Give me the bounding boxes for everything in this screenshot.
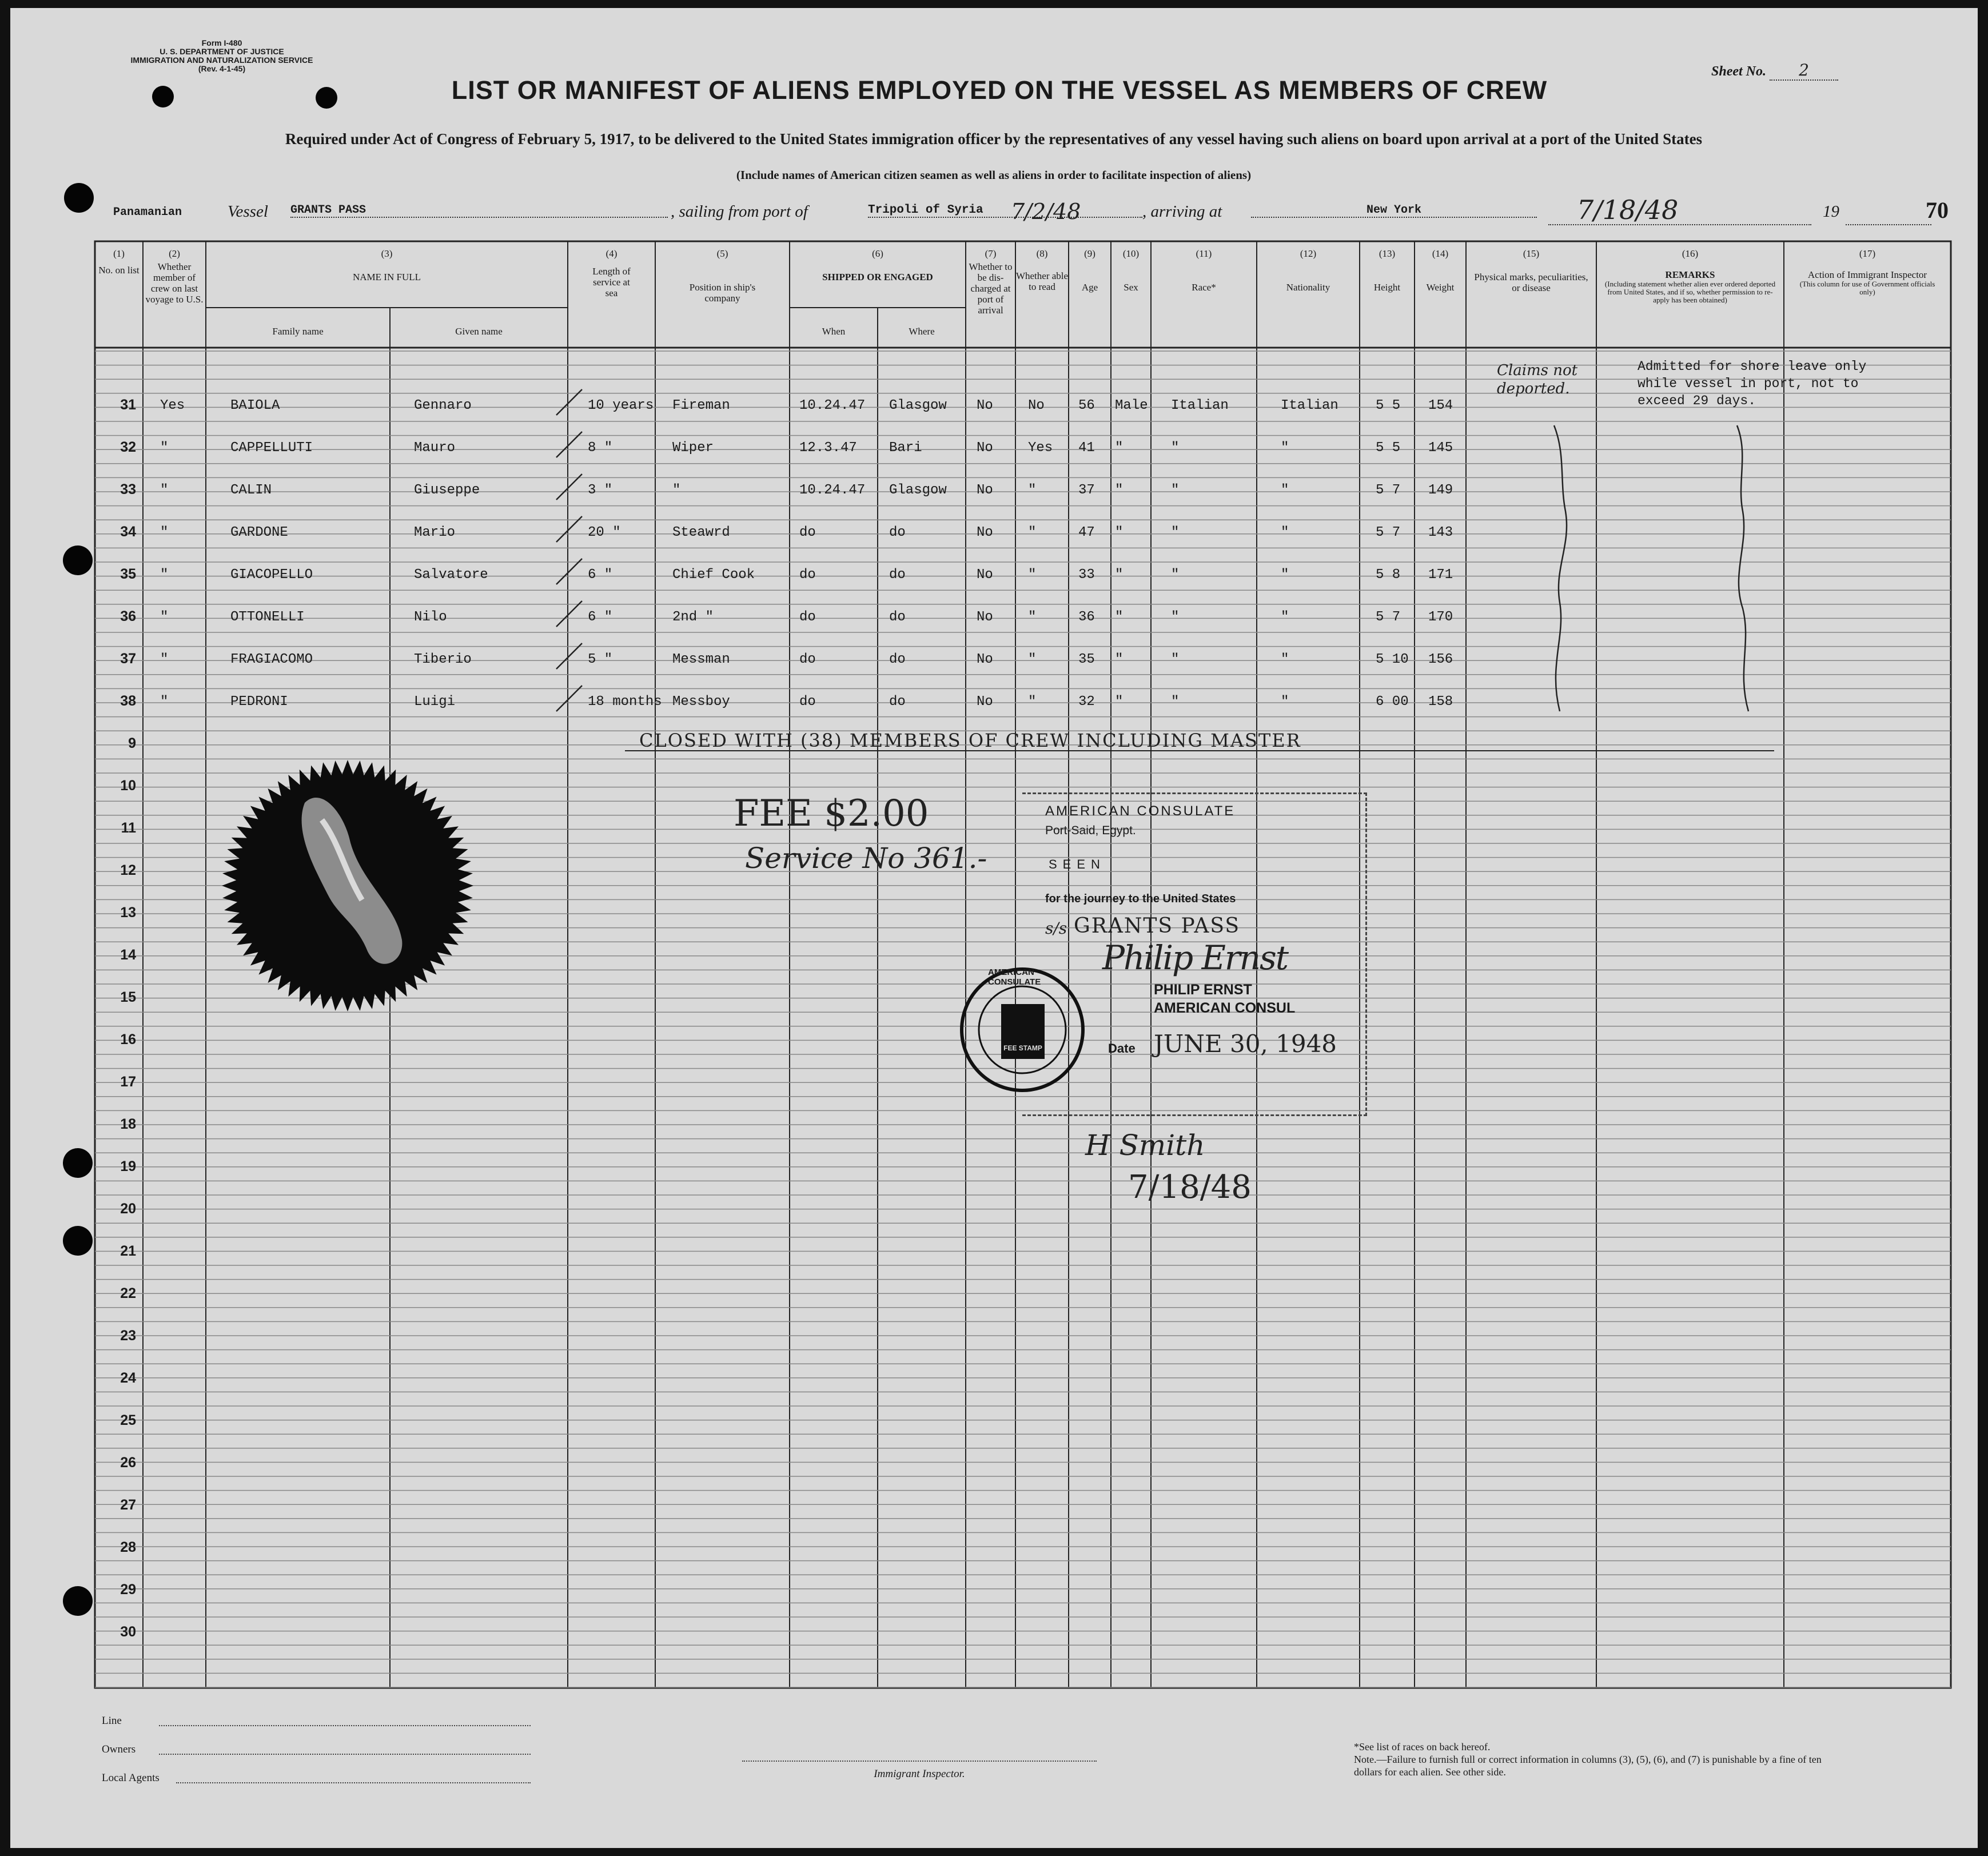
- revision: (Rev. 4-1-45): [198, 64, 246, 73]
- ss-label: s/s: [1045, 919, 1067, 938]
- cell-family-name: FRAGIACOMO: [230, 652, 313, 667]
- cell-able-to-read: ": [1028, 694, 1037, 710]
- line-number: 31: [120, 397, 136, 413]
- line-number: 11: [121, 820, 136, 836]
- col-label: Weight: [1426, 282, 1455, 293]
- inspector-note: (This column for use of Government officials only): [1799, 280, 1935, 296]
- penalty-note: Note.—Failure to furnish full or correct information in columns (3), (5), (6), and (7) is punishable by a fine of ten dollars for each alien. See other side.: [1354, 1754, 1822, 1778]
- cell-race: ": [1171, 610, 1180, 625]
- cell-service-length: 6 ": [588, 567, 613, 583]
- col-number: (7): [985, 248, 997, 259]
- cell-discharged: No: [977, 610, 993, 625]
- check-mark: [553, 429, 588, 463]
- consul-name: PHILIP ERNST: [1154, 982, 1252, 998]
- cell-position: Steawrd: [672, 525, 730, 540]
- cell-given-name: Giuseppe: [414, 483, 480, 498]
- cell-shipped-where: Bari: [889, 440, 922, 456]
- cell-last-voyage: ": [160, 694, 169, 710]
- col-label: Race*: [1192, 282, 1216, 293]
- col-number: (17): [1859, 248, 1876, 259]
- check-mark: [553, 471, 588, 505]
- col-number: (10): [1122, 248, 1140, 259]
- line-number: 33: [120, 481, 136, 497]
- page-subtitle-note: (Include names of American citizen seamen as well as aliens in order to facilitate inspection of aliens): [736, 168, 1252, 182]
- cell-nationality: ": [1281, 567, 1289, 583]
- cell-sex: ": [1115, 567, 1124, 583]
- line-number: 12: [120, 862, 136, 878]
- cell-height: 5 7: [1376, 610, 1401, 625]
- cell-service-length: 8 ": [588, 440, 613, 456]
- col-label: SHIPPED OR ENGAGED: [822, 272, 933, 282]
- cell-weight: 170: [1428, 610, 1453, 625]
- cell-able-to-read: ": [1028, 652, 1037, 667]
- check-mark: [553, 640, 588, 675]
- col-header-5: [655, 248, 790, 304]
- line-number: 23: [120, 1328, 136, 1344]
- cell-sex: Male: [1115, 398, 1148, 413]
- closed-statement: CLOSED WITH (38) MEMBERS OF CREW INCLUDING MASTER: [639, 730, 1301, 751]
- col-number: (4): [605, 248, 617, 259]
- line-number: 35: [120, 566, 136, 582]
- owners-input: [159, 1754, 531, 1755]
- cell-nationality: ": [1281, 483, 1289, 498]
- col-number: (1): [113, 248, 125, 259]
- cell-height: 5 5: [1376, 440, 1401, 456]
- cell-race: ": [1171, 567, 1180, 583]
- line-number: 37: [120, 651, 136, 667]
- cell-last-voyage: ": [160, 567, 169, 583]
- cell-race: ": [1171, 694, 1180, 710]
- cell-position: Fireman: [672, 398, 730, 413]
- cell-discharged: No: [977, 398, 993, 413]
- cell-height: 5 8: [1376, 567, 1401, 583]
- cell-able-to-read: ": [1028, 567, 1037, 583]
- cell-race: Italian: [1171, 398, 1229, 413]
- col-number: (11): [1196, 248, 1212, 259]
- notary-seal: [208, 751, 488, 1020]
- year-prefix: 19: [1823, 202, 1839, 221]
- line-number: 14: [120, 947, 136, 963]
- cell-discharged: No: [977, 652, 993, 667]
- cell-shipped-when: 10.24.47: [799, 398, 866, 413]
- cell-shipped-where: do: [889, 694, 906, 710]
- service-name: IMMIGRATION AND NATURALIZATION SERVICE: [130, 55, 313, 65]
- cell-weight: 171: [1428, 567, 1453, 583]
- check-mark: [553, 556, 588, 590]
- cell-last-voyage: ": [160, 652, 169, 667]
- arrive-date: 7/18/48: [1577, 194, 1679, 225]
- cell-age: 56: [1078, 398, 1095, 413]
- cell-position: 2nd ": [672, 610, 714, 625]
- inspector-date: 7/18/48: [1128, 1169, 1252, 1206]
- line-number: 10: [120, 778, 136, 794]
- col-header-15: [1466, 248, 1596, 293]
- arriving-label: , arriving at: [1142, 202, 1222, 221]
- cell-age: 41: [1078, 440, 1095, 456]
- col-header-14: [1415, 248, 1466, 293]
- cell-able-to-read: No: [1028, 398, 1045, 413]
- cell-nationality: ": [1281, 440, 1289, 456]
- cell-age: 37: [1078, 483, 1095, 498]
- cell-family-name: BAIOLA: [230, 398, 280, 413]
- check-mark: [553, 598, 588, 632]
- cell-able-to-read: ": [1028, 483, 1037, 498]
- col-header-4: [568, 248, 655, 298]
- col-header-13: [1360, 248, 1415, 293]
- line-number: 26: [120, 1455, 136, 1471]
- date-label: Date: [1108, 1041, 1136, 1056]
- cell-sex: ": [1115, 610, 1124, 625]
- cell-weight: 143: [1428, 525, 1453, 540]
- col-label: Whether member of crew on last voyage to U.S.: [145, 261, 204, 305]
- consul-date: JUNE 30, 1948: [1154, 1030, 1337, 1058]
- cell-height: 5 10: [1376, 652, 1409, 667]
- col-label: NAME IN FULL: [353, 272, 421, 282]
- line-number: 34: [120, 524, 136, 540]
- ship-name: GRANTS PASS: [1074, 914, 1241, 938]
- closing-underline: [625, 750, 1774, 751]
- line-number: 22: [120, 1285, 136, 1301]
- flag: Panamanian: [113, 206, 182, 219]
- cell-last-voyage: ": [160, 440, 169, 456]
- line-number: 29: [120, 1582, 136, 1598]
- stamp-ring-text: AMERICAN CONSULATE: [988, 967, 1041, 987]
- owners-label: Owners: [102, 1743, 136, 1755]
- cell-last-voyage: Yes: [160, 398, 185, 413]
- cell-height: 6 00: [1376, 694, 1409, 710]
- fee-amount: FEE $2.00: [734, 792, 929, 835]
- inspector-sign-line: [742, 1761, 1097, 1762]
- inspector-sign-label: Immigrant Inspector.: [874, 1768, 965, 1780]
- cell-weight: 158: [1428, 694, 1453, 710]
- col-header-7: [966, 248, 1015, 316]
- line-number: 25: [120, 1412, 136, 1428]
- physical-note: Claims not deported.: [1497, 362, 1578, 397]
- footer-fields: [102, 1715, 536, 1801]
- line-input: [159, 1725, 531, 1726]
- cell-given-name: Salvatore: [414, 567, 488, 583]
- cell-sex: ": [1115, 525, 1124, 540]
- cell-age: 36: [1078, 610, 1095, 625]
- cell-age: 47: [1078, 525, 1095, 540]
- footer-notes: [1354, 1741, 1834, 1778]
- cell-height: 5 7: [1376, 483, 1401, 498]
- department: U. S. DEPARTMENT OF JUSTICE: [160, 47, 284, 56]
- check-mark: [553, 387, 588, 421]
- col-number: (15): [1523, 248, 1540, 259]
- remarks-text: Admitted for shore leave only while vessel in port, not to exceed 29 days.: [1638, 359, 1867, 408]
- cell-last-voyage: ": [160, 525, 169, 540]
- cell-able-to-read: Yes: [1028, 440, 1053, 456]
- cell-service-length: 18 months: [588, 694, 662, 710]
- cell-shipped-when: do: [799, 610, 816, 625]
- cell-able-to-read: ": [1028, 610, 1037, 625]
- cell-last-voyage: ": [160, 483, 169, 498]
- col-number: (2): [169, 248, 180, 259]
- cell-shipped-when: 12.3.47: [799, 440, 857, 456]
- service-number: Service No 361.-: [745, 842, 987, 875]
- cell-discharged: No: [977, 694, 993, 710]
- cell-family-name: GARDONE: [230, 525, 288, 540]
- col-label: Length of service at sea: [592, 266, 631, 298]
- subheader-where: Where: [909, 326, 935, 337]
- line-number: 13: [120, 905, 136, 921]
- consul-title: AMERICAN CONSUL: [1154, 1000, 1296, 1016]
- seen-label: SEEN: [1049, 857, 1106, 871]
- col-number: (9): [1084, 248, 1095, 259]
- col-label: Whether able to read: [1015, 270, 1069, 292]
- col-header-2: [143, 248, 206, 305]
- cell-service-length: 5 ": [588, 652, 613, 667]
- cell-age: 32: [1078, 694, 1095, 710]
- col-label: Action of Immigrant Inspector: [1807, 269, 1927, 280]
- cell-shipped-when: do: [799, 652, 816, 667]
- sheet-value: 2: [1770, 61, 1838, 81]
- line-number: 21: [120, 1243, 136, 1259]
- col-header-12: [1257, 248, 1360, 293]
- line-number: 24: [120, 1370, 136, 1386]
- line-number: 20: [120, 1201, 136, 1217]
- page-title: LIST OR MANIFEST OF ALIENS EMPLOYED ON THE VESSEL AS MEMBERS OF CREW: [451, 75, 1548, 105]
- cell-nationality: ": [1281, 610, 1289, 625]
- cell-service-length: 10 years: [588, 398, 654, 413]
- cell-able-to-read: ": [1028, 525, 1037, 540]
- check-mark: [553, 683, 588, 717]
- consul-signature: Philip Ernst: [1102, 938, 1288, 977]
- cell-nationality: ": [1281, 652, 1289, 667]
- col-header-6: [790, 248, 966, 282]
- cell-shipped-when: do: [799, 567, 816, 583]
- cell-family-name: PEDRONI: [230, 694, 288, 710]
- inspector-initial: H Smith: [1085, 1129, 1205, 1162]
- col-header-11: [1151, 248, 1257, 293]
- sailing-label: , sailing from port of: [671, 202, 808, 221]
- vessel-label: Vessel: [228, 202, 268, 221]
- arriving-port: New York: [1251, 204, 1537, 218]
- line-number: 30: [120, 1624, 136, 1640]
- cell-sex: ": [1115, 652, 1124, 667]
- cell-given-name: Mario: [414, 525, 456, 540]
- line-number: 19: [120, 1158, 136, 1174]
- cell-race: ": [1171, 483, 1180, 498]
- cell-discharged: No: [977, 440, 993, 456]
- agents-label: Local Agents: [102, 1772, 160, 1784]
- col-header-3: [206, 248, 568, 282]
- cell-given-name: Luigi: [414, 694, 456, 710]
- subheader-given: Given name: [455, 326, 503, 337]
- col-label: Position in ship's company: [689, 282, 756, 304]
- form-number: Form I-480: [201, 38, 242, 47]
- line-number: 27: [120, 1497, 136, 1513]
- cell-discharged: No: [977, 525, 993, 540]
- cell-family-name: OTTONELLI: [230, 610, 305, 625]
- col-number: (6): [872, 248, 883, 259]
- col-number: (8): [1036, 248, 1048, 259]
- cell-shipped-where: Glasgow: [889, 398, 947, 413]
- cell-sex: ": [1115, 694, 1124, 710]
- cell-nationality: Italian: [1281, 398, 1338, 413]
- page-subtitle: Required under Act of Congress of February 5, 1917, to be delivered to the United States immigration officer by the representatives of any vessel having such aliens on board upon arrival at a port of the United States: [285, 130, 1703, 148]
- cell-shipped-when: do: [799, 694, 816, 710]
- col-number: (5): [716, 248, 728, 259]
- cell-nationality: ": [1281, 525, 1289, 540]
- col-header-9: [1069, 248, 1111, 293]
- footer-agents-field: [102, 1772, 536, 1801]
- fee-stamp: [957, 964, 1088, 1096]
- col-number: (16): [1682, 248, 1699, 259]
- ditto-wave-physical: [1543, 420, 1577, 717]
- cell-sex: ": [1115, 483, 1124, 498]
- col-header-1: [95, 248, 143, 276]
- col-number: (12): [1300, 248, 1317, 259]
- sail-date: 7/2/48: [1011, 199, 1081, 224]
- cell-given-name: Nilo: [414, 610, 447, 625]
- line-number: 18: [120, 1116, 136, 1132]
- cell-race: ": [1171, 440, 1180, 456]
- cell-weight: 145: [1428, 440, 1453, 456]
- col-label: Age: [1081, 282, 1098, 293]
- line-number: 17: [120, 1074, 136, 1090]
- agents-input: [176, 1782, 531, 1783]
- col-header-17: [1784, 248, 1951, 296]
- cell-service-length: 3 ": [588, 483, 613, 498]
- cell-shipped-where: do: [889, 610, 906, 625]
- cell-position: Messboy: [672, 694, 730, 710]
- manifest-sheet: [10, 8, 1978, 1848]
- cell-position: Chief Cook: [672, 567, 755, 583]
- ditto-wave-remarks: [1726, 420, 1760, 717]
- cell-shipped-where: do: [889, 567, 906, 583]
- consulate-city: Port-Said, Egypt.: [1045, 824, 1136, 837]
- cell-height: 5 5: [1376, 398, 1401, 413]
- col-label: Height: [1373, 282, 1401, 293]
- cell-height: 5 7: [1376, 525, 1401, 540]
- sheet-label: Sheet No.: [1711, 64, 1766, 79]
- col-label: Sex: [1124, 282, 1138, 293]
- line-number: 36: [120, 608, 136, 624]
- col-label: Nationality: [1286, 282, 1330, 293]
- journey-text: for the journey to the United States: [1045, 893, 1236, 905]
- consulate-name: AMERICAN CONSULATE: [1045, 803, 1236, 819]
- subheader-family: Family name: [272, 326, 324, 337]
- cell-weight: 154: [1428, 398, 1453, 413]
- cell-service-length: 20 ": [588, 525, 621, 540]
- port: Tripoli of Syria: [868, 204, 1142, 218]
- cell-shipped-when: do: [799, 525, 816, 540]
- col-number: (14): [1432, 248, 1449, 259]
- cell-family-name: GIACOPELLO: [230, 567, 313, 583]
- races-note: *See list of races on back hereof.: [1354, 1741, 1491, 1753]
- vessel-name: GRANTS PASS: [290, 204, 668, 218]
- col-label: REMARKS: [1665, 269, 1715, 280]
- page-mark: 70: [1926, 197, 1949, 223]
- col-number: (3): [381, 248, 393, 259]
- col-header-8: [1015, 248, 1069, 292]
- cell-last-voyage: ": [160, 610, 169, 625]
- line-number: 15: [120, 989, 136, 1005]
- stamp-label: FEE STAMP: [1003, 1044, 1042, 1052]
- cell-given-name: Gennaro: [414, 398, 472, 413]
- col-number: (13): [1379, 248, 1396, 259]
- cell-discharged: No: [977, 483, 993, 498]
- cell-shipped-where: do: [889, 652, 906, 667]
- subheader-when: When: [822, 326, 846, 337]
- col-label: No. on list: [98, 265, 140, 276]
- cell-family-name: CALIN: [230, 483, 272, 498]
- col-label: Whether to be dis-charged at port of arrival: [969, 261, 1013, 316]
- footer-owners-field: [102, 1743, 536, 1772]
- check-mark: [553, 513, 588, 548]
- cell-shipped-when: 10.24.47: [799, 483, 866, 498]
- cell-shipped-where: do: [889, 525, 906, 540]
- remarks-note: (Including statement whether alien ever ordered deported from United States, and if so, whether permission to re-apply has been obtained): [1604, 280, 1776, 304]
- line-number: 32: [120, 439, 136, 455]
- cell-weight: 149: [1428, 483, 1453, 498]
- col-header-16: [1596, 248, 1784, 304]
- cell-age: 33: [1078, 567, 1095, 583]
- cell-position: Wiper: [672, 440, 714, 456]
- cell-service-length: 6 ": [588, 610, 613, 625]
- col-header-10: [1111, 248, 1151, 293]
- cell-family-name: CAPPELLUTI: [230, 440, 313, 456]
- col-label: Physical marks, peculiarities, or disease: [1474, 272, 1588, 293]
- cell-position: Messman: [672, 652, 730, 667]
- cell-given-name: Mauro: [414, 440, 456, 456]
- line-number: 28: [120, 1539, 136, 1555]
- line-number: 38: [120, 693, 136, 709]
- line-label: Line: [102, 1715, 122, 1727]
- cell-discharged: No: [977, 567, 993, 583]
- cell-position: ": [672, 483, 681, 498]
- cell-race: ": [1171, 652, 1180, 667]
- cell-race: ": [1171, 525, 1180, 540]
- footer-line-field: [102, 1715, 536, 1743]
- cell-sex: ": [1115, 440, 1124, 456]
- cell-nationality: ": [1281, 694, 1289, 710]
- line-number: 16: [120, 1031, 136, 1048]
- line-number: 9: [128, 735, 136, 751]
- cell-age: 35: [1078, 652, 1095, 667]
- cell-given-name: Tiberio: [414, 652, 472, 667]
- cell-weight: 156: [1428, 652, 1453, 667]
- cell-shipped-where: Glasgow: [889, 483, 947, 498]
